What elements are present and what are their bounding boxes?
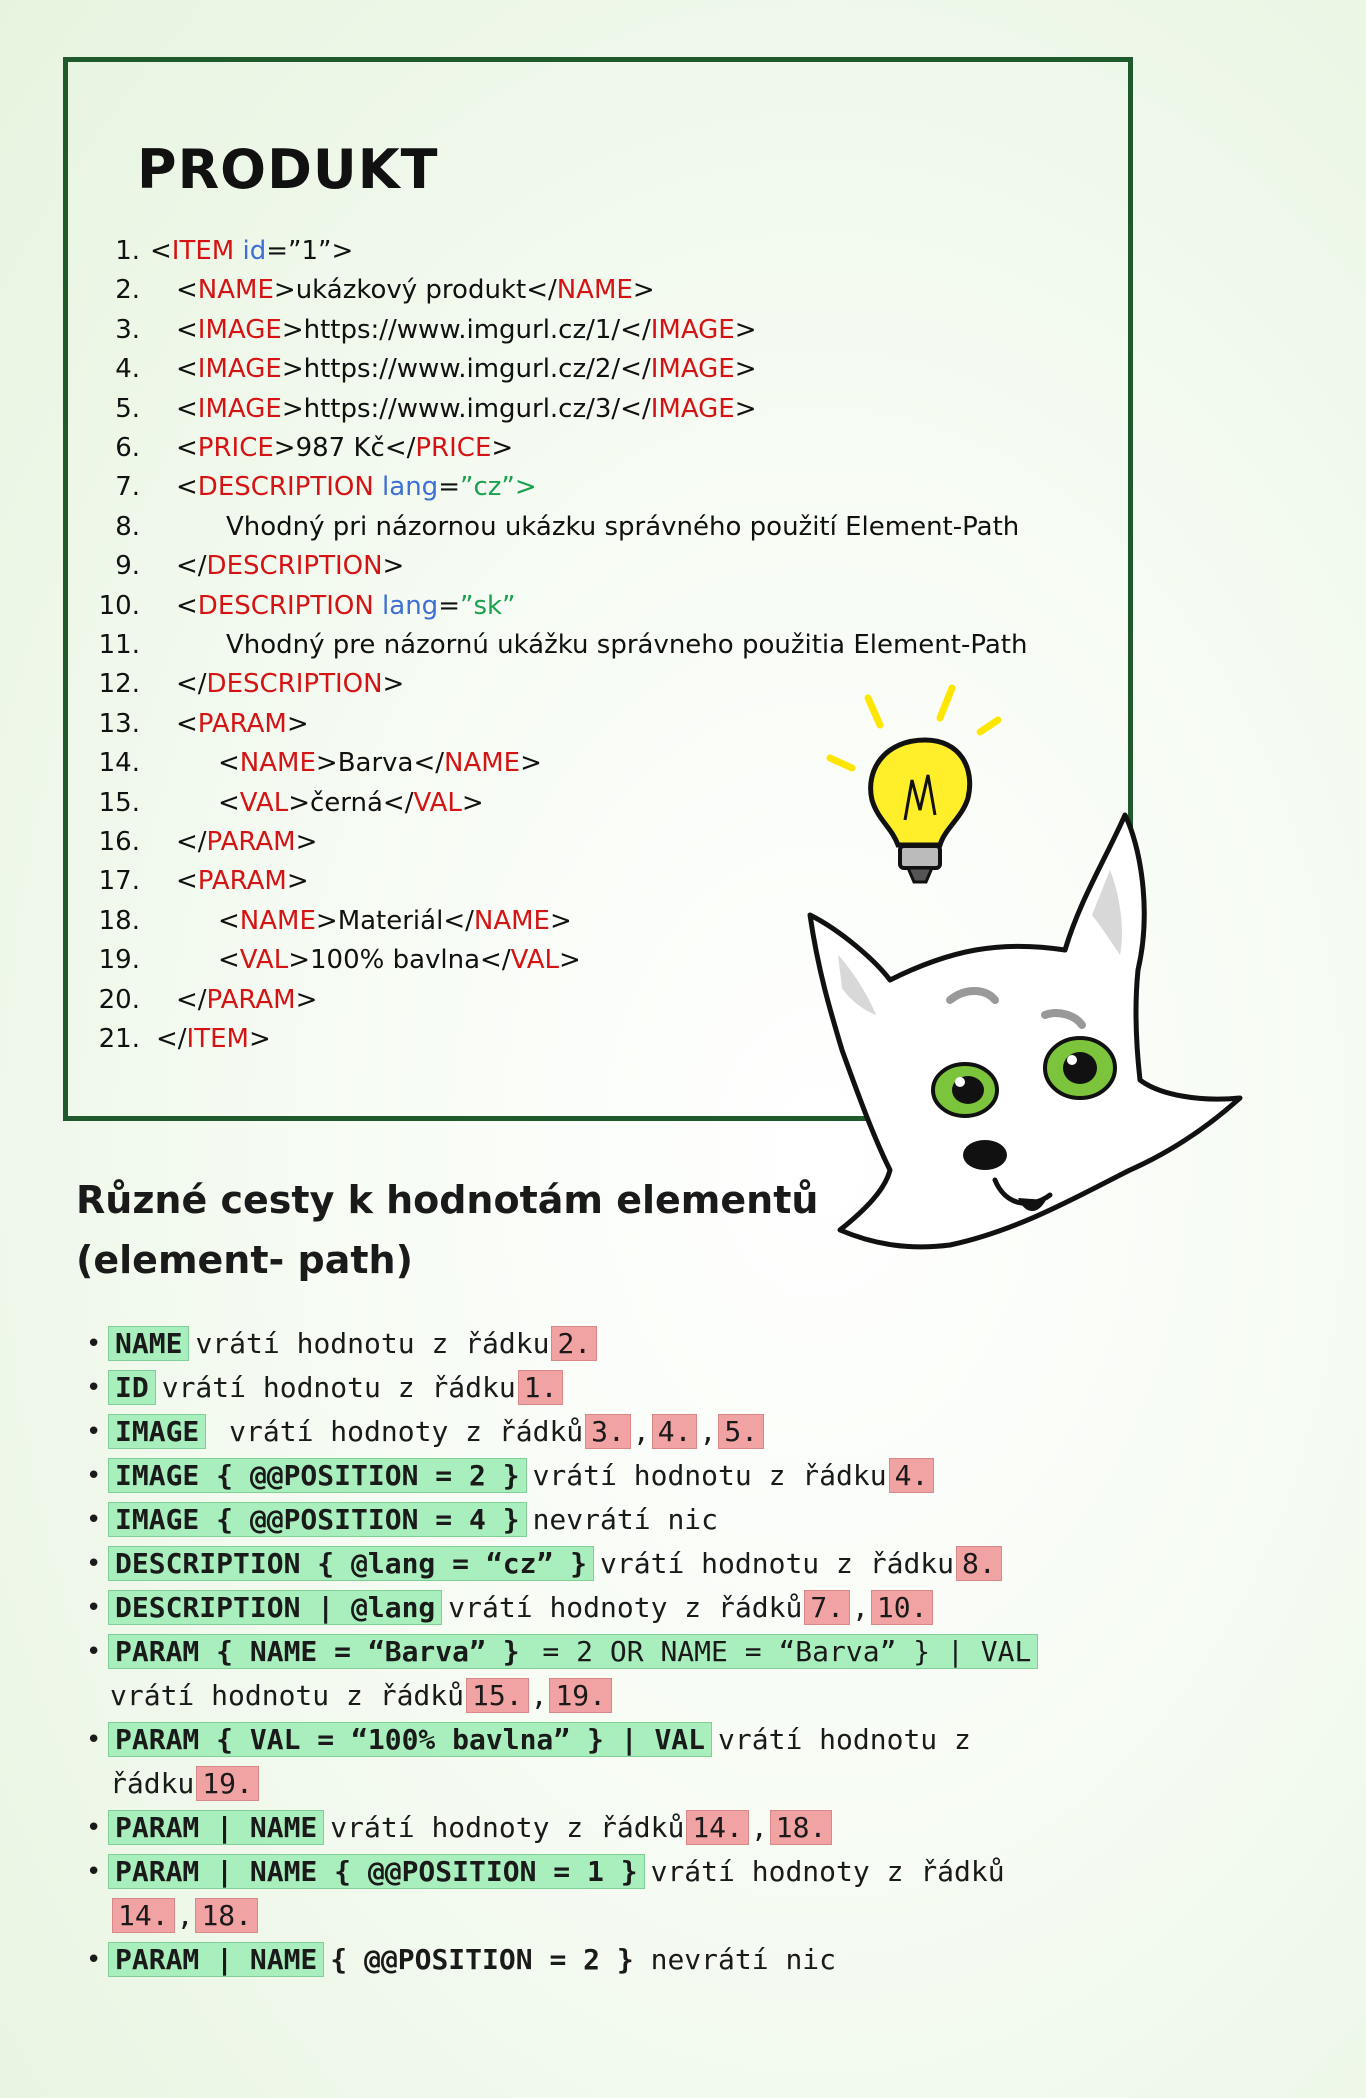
rule-text: [108, 1943, 836, 1976]
bullet-icon: •: [86, 1329, 102, 1359]
code-text-token: >987 Kč</: [273, 433, 416, 463]
bullet-icon: •: [86, 1593, 102, 1623]
line-reference-badge: 19.: [549, 1678, 612, 1713]
rule-item: [86, 1498, 718, 1542]
section-heading: [76, 1170, 836, 1290]
line-reference-badge: 19.: [196, 1766, 259, 1801]
rule-item: [86, 1586, 935, 1630]
code-content: [176, 312, 757, 348]
element-path-code: DESCRIPTION { @lang = “cz” }: [108, 1546, 594, 1581]
rule-item: [86, 1454, 936, 1498]
line-number: 18.: [98, 905, 140, 936]
code-tag-token: PARAM: [197, 866, 287, 897]
code-text-token: </: [176, 984, 207, 1015]
code-tag-token: IMAGE: [650, 314, 735, 345]
code-content: [176, 548, 404, 584]
rule-item: [86, 1718, 971, 1762]
rule-text: [108, 1591, 935, 1624]
rule-description: ,: [699, 1415, 717, 1448]
bullet-icon: •: [86, 1417, 102, 1447]
code-text-token: >https://www.imgurl.cz/3/</: [281, 393, 651, 424]
rule-description: vrátí hodnotu z řádku: [161, 1371, 516, 1404]
rule-text: [108, 1327, 599, 1360]
code-text-token: >: [248, 1024, 271, 1054]
element-path-code: PARAM | NAME: [108, 1810, 324, 1845]
code-content: [176, 351, 757, 387]
rule-item: [86, 1938, 836, 1982]
code-text-token: <: [218, 787, 240, 818]
code-text-token: Vhodný pre názornú ukážku správneho použitia Element-Path: [226, 630, 1028, 660]
line-number: 2.: [115, 275, 140, 306]
rule-text: [110, 1679, 614, 1712]
rule-continuation: [86, 1762, 261, 1806]
code-text-token: >: [549, 905, 572, 936]
code-content: [218, 942, 581, 978]
line-reference-badge: 18.: [770, 1810, 833, 1845]
code-text-token: >: [491, 433, 514, 463]
line-number: 9.: [115, 551, 140, 582]
line-reference-badge: 3.: [585, 1414, 631, 1449]
rule-description: vrátí hodnoty z řádků: [212, 1415, 584, 1448]
code-text-token: [374, 472, 382, 502]
code-content: [150, 233, 353, 269]
code-text-token: <: [176, 866, 198, 897]
rule-text: [108, 1635, 1044, 1668]
code-text-token: </: [176, 669, 207, 700]
line-number: 3.: [115, 314, 140, 345]
rule-description: vrátí hodnotu z řádků: [110, 1679, 465, 1712]
bullet-icon: •: [86, 1857, 102, 1887]
code-content: [156, 1021, 271, 1057]
code-content: [226, 509, 1019, 545]
code-content: [176, 863, 309, 899]
code-tag-token: IMAGE: [197, 354, 282, 385]
code-content: [176, 706, 309, 742]
element-path-code: PARAM | NAME { @@POSITION = 1 }: [108, 1854, 645, 1889]
code-content: [176, 824, 317, 860]
line-number: 15.: [98, 787, 140, 818]
rule-description: vrátí hodnoty z řádků: [448, 1591, 803, 1624]
code-content: [218, 785, 484, 821]
line-number: 14.: [98, 748, 140, 779]
code-text-token: >100% bavlna</: [288, 945, 511, 976]
rule-item: [86, 1366, 565, 1410]
code-text-token: <: [218, 945, 240, 976]
rule-text: [108, 1855, 1005, 1888]
element-path-code: IMAGE: [108, 1414, 206, 1449]
element-path-code: NAME: [108, 1326, 189, 1361]
bullet-icon: •: [86, 1813, 102, 1843]
rule-description: vrátí hodnoty z řádků: [650, 1855, 1005, 1888]
code-text-token: </: [176, 827, 207, 857]
code-tag-token: DESCRIPTION: [197, 590, 374, 621]
line-reference-badge: 8.: [956, 1546, 1002, 1581]
code-text-token: >: [559, 945, 581, 976]
rule-text: [110, 1767, 261, 1800]
code-tag-token: PARAM: [197, 708, 287, 739]
code-tag-token: PARAM: [206, 827, 296, 857]
code-tag-token: VAL: [239, 787, 289, 818]
bullet-icon: •: [86, 1505, 102, 1535]
code-content: [176, 982, 317, 1018]
line-reference-badge: 15.: [466, 1678, 529, 1713]
rule-description: vrátí hodnotu z: [718, 1723, 971, 1756]
rule-text: [108, 1371, 565, 1404]
code-text-token: >: [382, 669, 405, 700]
bullet-icon: •: [86, 1945, 102, 1975]
code-text-token: <: [150, 236, 172, 266]
code-tag-token: PRICE: [197, 433, 274, 463]
code-text-token: <: [176, 354, 198, 385]
rule-text: [110, 1899, 260, 1932]
line-reference-badge: 2.: [551, 1326, 597, 1361]
rule-description: ,: [750, 1811, 768, 1844]
line-reference-badge: 1.: [518, 1370, 564, 1405]
code-content: [226, 627, 1027, 663]
element-path-code: = 2 OR NAME = “Barva” } | VAL: [526, 1634, 1039, 1669]
line-number: 7.: [115, 472, 140, 503]
code-content: [176, 588, 516, 624]
line-number: 8.: [115, 511, 140, 542]
element-path-code: ID: [108, 1370, 156, 1405]
line-number: 21.: [98, 1024, 140, 1054]
rule-description: ,: [530, 1679, 548, 1712]
element-path-code: DESCRIPTION | @lang: [108, 1590, 442, 1625]
code-text-token: >https://www.imgurl.cz/1/</: [281, 314, 651, 345]
line-number: 1.: [115, 236, 140, 266]
code-content: [176, 272, 655, 308]
line-number: 6.: [115, 433, 140, 463]
code-text-token: >: [286, 708, 309, 739]
code-attr-token: lang: [382, 472, 439, 503]
line-reference-badge: 10.: [871, 1590, 934, 1625]
line-number: 12.: [98, 669, 140, 700]
code-str-token: ”cz”>: [459, 472, 537, 503]
rule-item: [86, 1806, 834, 1850]
rule-item: [86, 1322, 599, 1366]
line-number: 11.: [98, 630, 140, 660]
code-content: [176, 666, 404, 702]
code-tag-token: DESCRIPTION: [206, 551, 383, 582]
code-tag-token: ITEM: [171, 236, 235, 266]
rule-description: řádku: [110, 1767, 195, 1800]
rule-description: ,: [176, 1899, 194, 1932]
code-tag-token: IMAGE: [197, 314, 282, 345]
code-tag-token: NAME: [197, 275, 274, 306]
code-content: [176, 469, 537, 505]
line-number: 17.: [98, 866, 140, 897]
element-path-code: PARAM { VAL = “100% bavlna” } | VAL: [108, 1722, 712, 1757]
rule-description: ,: [632, 1415, 650, 1448]
line-number: 13.: [98, 708, 140, 739]
rule-description: nevrátí nic: [532, 1503, 719, 1536]
code-text-token: >: [286, 866, 309, 897]
element-path-code: { @@POSITION = 2 }: [330, 1943, 634, 1976]
bullet-icon: •: [86, 1373, 102, 1403]
bullet-icon: •: [86, 1461, 102, 1491]
code-text-token: </: [176, 551, 207, 582]
code-text-token: >: [632, 275, 655, 306]
code-tag-token: VAL: [510, 945, 559, 976]
rule-description: ,: [852, 1591, 869, 1624]
code-attr-token: id: [242, 236, 267, 266]
code-tag-token: DESCRIPTION: [206, 669, 383, 700]
line-number: 4.: [115, 354, 140, 385]
rule-continuation: [86, 1894, 260, 1938]
code-text-token: Vhodný pri názornou ukázku správného použití Element-Path: [226, 511, 1020, 542]
code-text-token: =: [438, 590, 460, 621]
code-text-token: <: [176, 590, 198, 621]
section-heading-line-1: Různé cesty k hodnotám elementů: [76, 1178, 819, 1222]
code-text-token: >: [461, 787, 484, 818]
code-tag-token: VAL: [413, 787, 462, 818]
line-reference-badge: 18.: [195, 1898, 258, 1933]
lightbulb-icon: [830, 688, 998, 882]
line-number: 10.: [98, 590, 140, 621]
code-text-token: >: [295, 984, 318, 1015]
code-text-token: <: [176, 393, 198, 424]
rule-text: [108, 1415, 766, 1448]
code-text-token: >: [520, 748, 542, 779]
code-text-token: <: [176, 472, 198, 503]
code-tag-token: NAME: [473, 905, 550, 936]
code-text-token: <: [218, 905, 240, 936]
line-number: 16.: [98, 827, 140, 857]
code-text-token: >Barva</: [315, 748, 445, 779]
code-text-token: <: [218, 748, 240, 779]
element-path-code: IMAGE { @@POSITION = 2 }: [108, 1458, 527, 1493]
rule-item: [86, 1630, 1044, 1674]
rule-continuation: [86, 1674, 614, 1718]
code-content: [176, 430, 513, 466]
code-text-token: >: [382, 551, 405, 582]
code-text-token: </: [156, 1024, 187, 1054]
rule-text: [108, 1811, 834, 1844]
code-tag-token: IMAGE: [197, 393, 282, 424]
code-str-token: ”sk”: [459, 590, 516, 621]
fox-mascot-icon: [780, 670, 1280, 1250]
code-text-token: >https://www.imgurl.cz/2/</: [281, 354, 651, 385]
code-text-token: >ukázkový produkt</: [273, 275, 557, 306]
element-path-code: PARAM | NAME: [108, 1942, 324, 1977]
line-reference-badge: 5.: [718, 1414, 764, 1449]
code-tag-token: IMAGE: [650, 393, 735, 424]
rule-item: [86, 1410, 766, 1454]
code-tag-token: PRICE: [415, 433, 492, 463]
code-text-token: =: [438, 472, 460, 503]
code-tag-token: NAME: [556, 275, 633, 306]
code-content: [176, 391, 757, 427]
bullet-icon: •: [86, 1549, 102, 1579]
rule-description: vrátí hodnotu z řádku: [195, 1327, 550, 1360]
code-text-token: <: [176, 708, 198, 739]
code-tag-token: NAME: [444, 748, 521, 779]
element-path-code: PARAM { NAME = “Barva” }: [108, 1634, 526, 1669]
code-tag-token: IMAGE: [650, 354, 735, 385]
page-title: PRODUKT: [137, 138, 439, 201]
rule-item: [86, 1850, 1005, 1894]
line-number: 20.: [98, 984, 140, 1015]
rule-text: [108, 1503, 718, 1536]
rule-text: [108, 1547, 1004, 1580]
code-tag-token: VAL: [239, 945, 289, 976]
rule-description: vrátí hodnotu z řádku: [532, 1459, 887, 1492]
code-text-token: <: [176, 275, 198, 306]
code-content: [218, 903, 572, 939]
code-tag-token: NAME: [239, 905, 316, 936]
code-tag-token: NAME: [239, 748, 316, 779]
rule-description: vrátí hodnotu z řádku: [600, 1547, 955, 1580]
code-attr-token: lang: [382, 590, 439, 621]
section-heading-line-2: (element- path): [76, 1238, 413, 1282]
code-text-token: =”1”>: [266, 236, 354, 266]
code-text-token: >černá</: [288, 787, 414, 818]
code-text-token: >: [734, 354, 757, 385]
code-text-token: >: [734, 393, 757, 424]
code-text-token: >Materiál</: [315, 905, 474, 936]
element-path-code: IMAGE { @@POSITION = 4 }: [108, 1502, 527, 1537]
code-text-token: >: [734, 314, 757, 345]
line-reference-badge: 14.: [686, 1810, 749, 1845]
line-reference-badge: 4.: [652, 1414, 698, 1449]
code-text-token: <: [176, 314, 198, 345]
bullet-icon: •: [86, 1725, 102, 1755]
code-text-token: >: [295, 827, 318, 857]
code-tag-token: ITEM: [186, 1024, 249, 1054]
code-content: [218, 745, 542, 781]
rule-text: [108, 1723, 971, 1756]
rule-item: [86, 1542, 1004, 1586]
rule-text: [108, 1459, 936, 1492]
line-number: 5.: [115, 393, 140, 424]
code-tag-token: PARAM: [206, 984, 296, 1015]
line-number: 19.: [98, 945, 140, 976]
line-reference-badge: 4.: [889, 1458, 935, 1493]
rule-description: nevrátí nic: [633, 1943, 837, 1976]
line-reference-badge: 7.: [804, 1590, 850, 1625]
code-text-token: [374, 591, 382, 621]
code-text-token: <: [176, 433, 198, 463]
rule-description: vrátí hodnoty z řádků: [330, 1811, 685, 1844]
code-tag-token: DESCRIPTION: [197, 472, 374, 503]
line-reference-badge: 14.: [112, 1898, 175, 1933]
bullet-icon: •: [86, 1637, 102, 1667]
